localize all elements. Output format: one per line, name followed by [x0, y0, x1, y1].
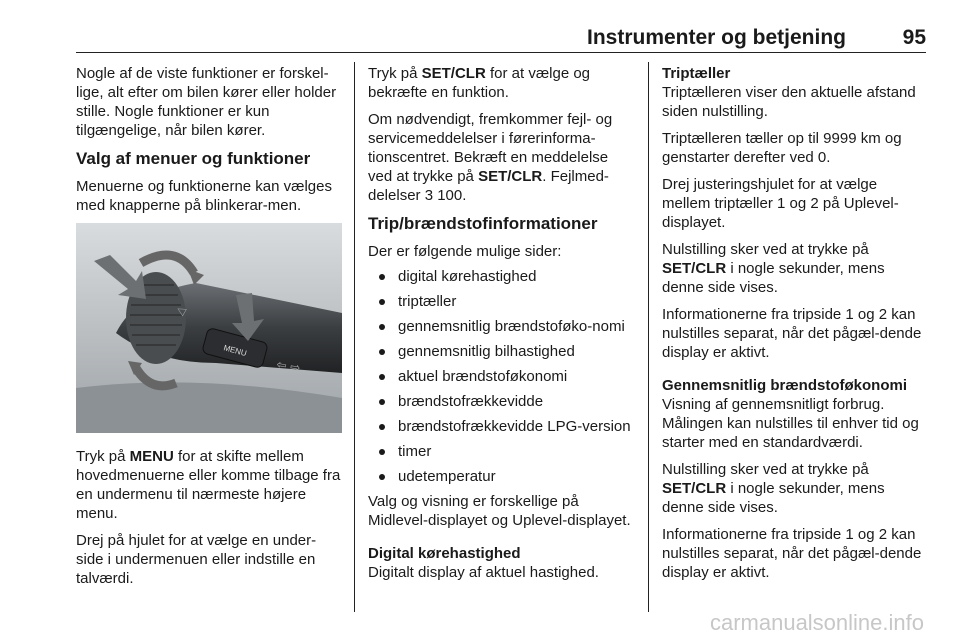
avg-reset-paragraph: Nulstilling sker ved at trykke på SET/CLR i nogle sekunder, mens denne side vises.	[662, 461, 885, 516]
stalk-illustration	[76, 223, 342, 433]
setclr-keyword: SET/CLR	[421, 65, 486, 82]
pages-intro: Der er følgende mulige sider:	[368, 243, 562, 260]
bullet-icon	[379, 474, 385, 480]
menu-keyword: MENU	[129, 448, 174, 465]
page-reference-icon: 3	[424, 187, 434, 204]
bullet-icon	[379, 374, 385, 380]
trip-count-paragraph: Triptælleren tæller op til 9999 km og genstarter derefter ved 0.	[662, 130, 902, 166]
menu-button-paragraph: Tryk på MENU for at skifte mellem hovedmenuerne eller komme tilbage fra en undermenu til nærmeste højere menu.	[76, 448, 341, 522]
list-item: gennemsnitlig brændstoføko-nomi	[368, 317, 636, 336]
wheel-paragraph: Drej på hjulet for at vælge en under-side i undermenuen eller indstille en talværdi.	[76, 532, 317, 587]
display-variants-paragraph: Valg og visning er forskellige på Midlevel-displayet og Uplevel-displayet.	[368, 493, 631, 529]
subheading-avg-economy: Gennemsnitlig brændstoføkonomi	[662, 377, 908, 394]
section-heading-trip: Trip/brændstofinformationer	[368, 214, 598, 233]
digital-speed-paragraph: Digitalt display af aktuel hastighed.	[368, 564, 599, 581]
menu-button-label: MENU	[222, 343, 248, 359]
bullet-icon	[379, 449, 385, 455]
setclr-keyword: SET/CLR	[662, 480, 727, 497]
column-3	[662, 64, 928, 590]
intro-paragraph: Nogle af de viste funktioner er forskel-lige, alt efter om bilen kører eller holder stille. Nogle funktioner er kun tilgængelige, når bilen kører.	[76, 65, 337, 139]
subheading-digital-speed: Digital kørehastighed	[368, 545, 521, 562]
trip-reset-paragraph: Nulstilling sker ved at trykke på SET/CLR i nogle sekunder, mens denne side vises.	[662, 241, 885, 296]
avg-separate-reset-paragraph: Informationerne fra tripside 1 og 2 kan nulstilles separat, når det pågæl-dende display er aktivt.	[662, 526, 922, 581]
list-item: brændstofrækkevidde LPG-version	[368, 417, 636, 436]
setclr-keyword: SET/CLR	[662, 260, 727, 277]
list-item: digital kørehastighed	[368, 267, 636, 286]
avg-economy-paragraph: Visning af gennemsnitligt forbrug. Målingen kan nulstilles til enhver tid og starter med en standardværdi.	[662, 396, 919, 451]
column-divider-1	[354, 62, 355, 612]
pages-list	[368, 267, 636, 486]
svg-text:◁: ◁	[174, 302, 189, 318]
menus-paragraph: Menuerne og funktionerne kan vælges med knapperne på blinkerar-men.	[76, 178, 332, 214]
subheading-trip-meter: Triptæller	[662, 65, 731, 82]
column-2	[368, 64, 636, 590]
list-item: brændstofrækkevidde	[368, 392, 636, 411]
setclr-paragraph: Tryk på SET/CLR for at vælge og bekræfte en funktion.	[368, 65, 591, 101]
trip-separate-reset-paragraph: Informationerne fra tripside 1 og 2 kan nulstilles separat, når det pågæl-dende display er aktivt.	[662, 306, 922, 361]
watermark: carmanualsonline.info	[709, 610, 924, 635]
list-item: triptæller	[368, 292, 636, 311]
error-messages-paragraph: Om nødvendigt, fremkommer fejl- og servicemeddelelser i førerinforma-tionscentret. Bekræft en meddelelse ved at trykke på SET/CLR. Fejlmed-delelser 3 100.	[368, 111, 613, 204]
bullet-icon	[379, 274, 385, 280]
bullet-icon	[379, 399, 385, 405]
page-number: 95	[902, 26, 926, 49]
setclr-keyword: SET/CLR	[478, 168, 543, 185]
list-item: gennemsnitlig bilhastighed	[368, 342, 636, 361]
trip-select-paragraph: Drej justeringshjulet for at vælge mellem triptæller 1 og 2 på Uplevel-displayet.	[662, 176, 899, 231]
section-heading-menus: Valg af menuer og funktioner	[76, 149, 311, 168]
bullet-icon	[379, 299, 385, 305]
list-item: udetemperatur	[368, 467, 636, 486]
svg-text:⇦ ⇨: ⇦ ⇨	[275, 357, 302, 376]
column-divider-2	[648, 62, 649, 612]
list-item: timer	[368, 442, 636, 461]
trip-meter-paragraph: Triptælleren viser den aktuelle afstand siden nulstilling.	[662, 84, 916, 120]
bullet-icon	[379, 424, 385, 430]
list-item: aktuel brændstoføkonomi	[368, 367, 636, 386]
turn-signal-stalk-image	[76, 223, 342, 433]
bullet-icon	[379, 349, 385, 355]
bullet-icon	[379, 324, 385, 330]
column-1	[76, 64, 342, 596]
page-title: Instrumenter og betjening	[586, 26, 846, 49]
page-header	[76, 26, 926, 53]
